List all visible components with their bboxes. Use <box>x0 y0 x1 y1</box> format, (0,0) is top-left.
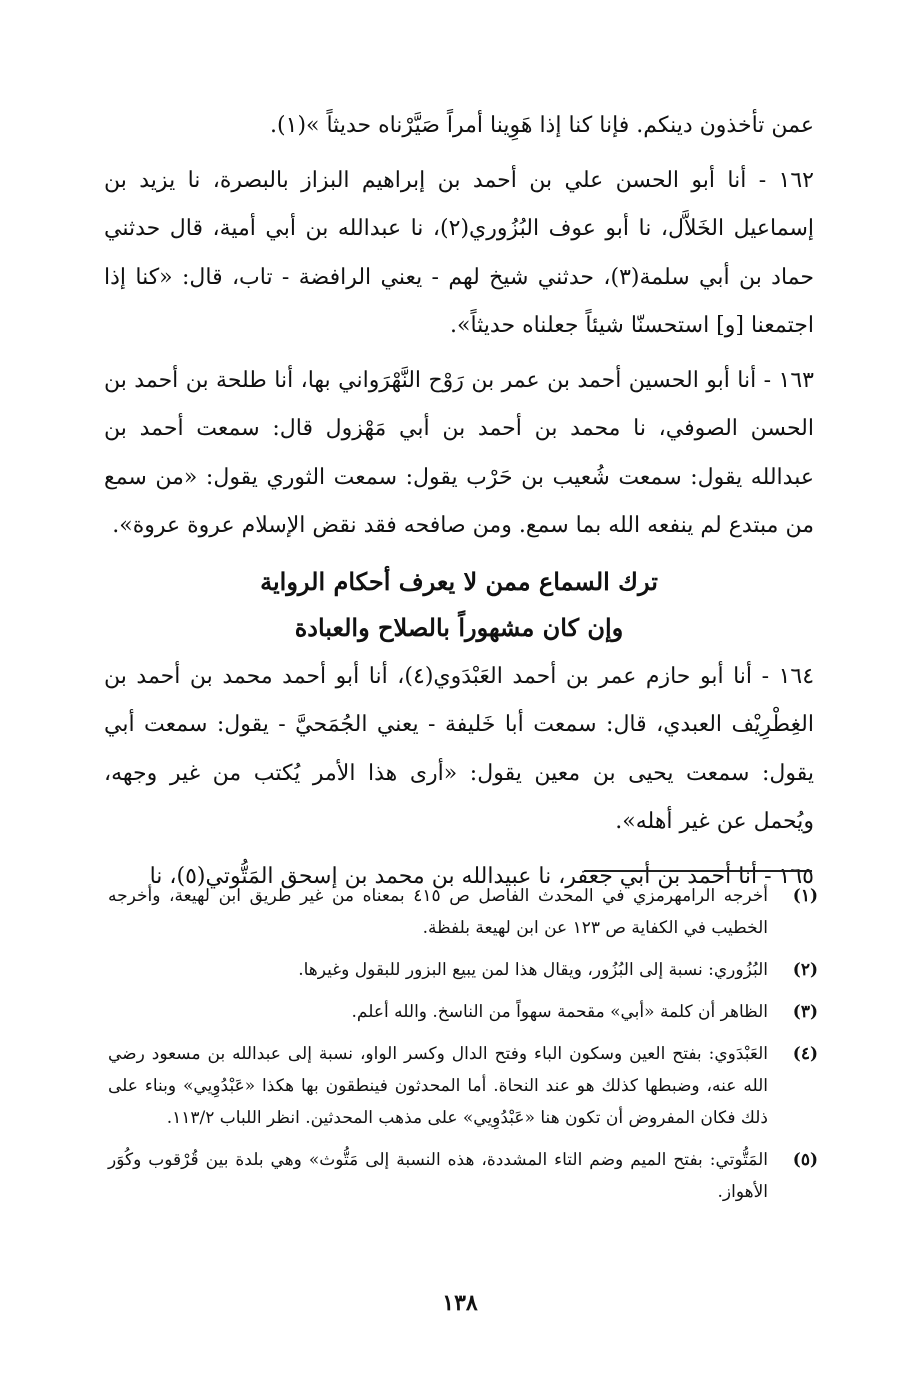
paragraph-163: ١٦٣ - أنا أبو الحسين أحمد بن عمر بن رَوْح النَّهْرَواني بها، أنا طلحة بن أحمد بن الحسن الصوفي، نا محمد بن أحمد بن أبي مَهْزول قال: سمعت أحمد بن عبدالله يقول: سمعت شُعيب بن حَرْب يقول: سمعت الثوري يقول: «من سمع من مبتدع لم ينفعه الله بما سمع. ومن صافحه فقد نقض الإسلام عروة عروة». <box>104 367 814 538</box>
footnote-text: الظاهر أن كلمة «أبي» مقحمة سهواً من الناسخ. والله أعلم. <box>351 1002 768 1022</box>
footnote-number: (١) <box>792 886 818 906</box>
footnote-divider <box>584 870 812 872</box>
footnotes <box>108 880 818 1218</box>
paragraph-165: ١٦٥ - أنا أحمد بن أبي جعفر، نا عبيدالله بن محمد بن إسحق المَتُّوتي(٥)، نا <box>149 863 814 889</box>
footnote-2 <box>108 954 818 986</box>
footnote-5 <box>108 1144 818 1208</box>
section-heading-line-1: ترك السماع ممن لا يعرف أحكام الرواية <box>260 566 658 596</box>
main-text <box>104 102 814 907</box>
paragraph-continuation: عمن تأخذون دينكم. فإنا كنا إذا هَوِينا أمراً صَيَّرْناه حديثاً »(١). <box>270 113 814 138</box>
section-heading <box>104 559 814 651</box>
footnote-4 <box>108 1038 818 1134</box>
footnote-3 <box>108 996 818 1028</box>
footnote-number: (٥) <box>792 1150 818 1170</box>
footnote-text: العَبْدَوي: بفتح العين وسكون الباء وفتح الدال وكسر الواو، نسبة إلى عبدالله بن مسعود رضي الله عنه، وضبطها كذلك هو عند النحاة. أما المحدثون فينطقون بها هكذا «عَبْدُوِيي» وبناء على ذلك فكان المفروض أن تكون هنا «عَبْدُوِيي» على مذهب المحدثين. انظر اللباب ١١٣/٢. <box>108 1044 768 1128</box>
footnote-text: البُزُوري: نسبة إلى البُزُور، ويقال هذا لمن يبيع البزور للبقول وغيرها. <box>298 960 768 980</box>
footnote-text: المَتُّوتي: بفتح الميم وضم التاء المشددة، هذه النسبة إلى مَتُّوث» وهي بلدة بين قُرْقوب وكُوَر الأهواز. <box>108 1150 768 1202</box>
section-heading-line-2: وإن كان مشهوراً بالصلاح والعبادة <box>294 612 624 642</box>
paragraph-162: ١٦٢ - أنا أبو الحسن علي بن أحمد بن إبراهيم البزاز بالبصرة، نا يزيد بن إسماعيل الخَلاَّل، نا أبو عوف البُزُوري(٢)، نا عبدالله بن أبي أمية، قال حدثني حماد بن أبي سلمة(٣)، حدثني شيخ لهم - يعني الرافضة - تاب، قال: «كنا إذا اجتمعنا [و] استحسنّا شيئاً جعلناه حديثاً». <box>104 167 814 338</box>
footnote-number: (٤) <box>792 1044 818 1064</box>
footnote-number: (٢) <box>792 960 818 980</box>
page-number: ١٣٨ <box>442 1290 478 1316</box>
footnote-text: أخرجه الرامهرمزي في المحدث الفاصل ص ٤١٥ بمعناه من غير طريق ابن لهيعة، وأخرجه الخطيب في الكفاية ص ١٢٣ عن ابن لهيعة بلفظة. <box>108 886 769 938</box>
footnote-number: (٣) <box>792 1002 818 1022</box>
paragraph-164: ١٦٤ - أنا أبو حازم عمر بن أحمد العَبْدَوي(٤)، أنا أبو أحمد محمد بن أحمد بن الغِطْرِيْف العبدي، قال: سمعت أبا خَليفة - يعني الجُمَحيَّ - يقول: سمعت أبي يقول: سمعت يحيى بن معين يقول: «أرى هذا الأمر يُكتب من غير وجهه، ويُحمل عن غير أهله». <box>104 663 815 834</box>
footnote-1 <box>108 880 818 944</box>
